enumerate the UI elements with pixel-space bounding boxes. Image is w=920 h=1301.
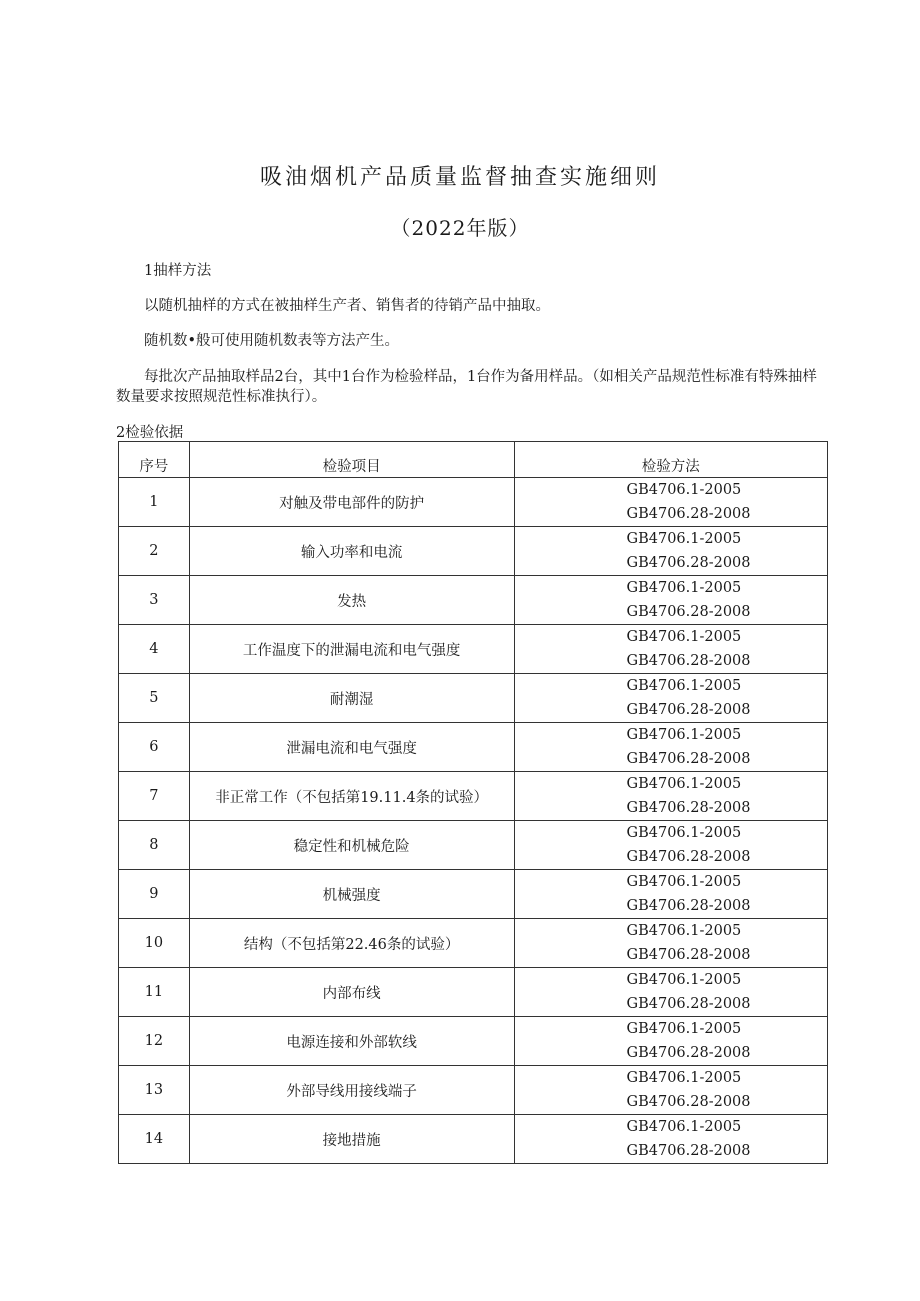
method-standard: GB4706.1-2005 bbox=[626, 580, 742, 596]
table-row bbox=[119, 478, 828, 527]
method-standard: GB4706.28-2008 bbox=[626, 555, 751, 571]
table-row bbox=[119, 527, 828, 576]
table-row bbox=[119, 674, 828, 723]
cell-serial-number: 8 bbox=[119, 821, 190, 870]
paragraph-random-number: 随机数•般可使用随机数表等方法产生。 bbox=[144, 333, 400, 349]
table-row bbox=[119, 576, 828, 625]
table-row bbox=[119, 1017, 828, 1066]
cell-inspection-method bbox=[514, 821, 828, 870]
method-standard: GB4706.1-2005 bbox=[626, 1070, 742, 1086]
method-standard: GB4706.28-2008 bbox=[626, 751, 751, 767]
table-row bbox=[119, 919, 828, 968]
method-standard: GB4706.1-2005 bbox=[626, 776, 742, 792]
cell-inspection-item: 泄漏电流和电气强度 bbox=[189, 723, 514, 772]
cell-serial-number: 13 bbox=[119, 1066, 190, 1115]
cell-inspection-method bbox=[514, 625, 828, 674]
method-standard: GB4706.1-2005 bbox=[626, 972, 742, 988]
method-standard: GB4706.1-2005 bbox=[626, 1119, 742, 1135]
cell-serial-number: 4 bbox=[119, 625, 190, 674]
method-standard: GB4706.1-2005 bbox=[626, 678, 742, 694]
method-standard: GB4706.1-2005 bbox=[626, 531, 742, 547]
cell-inspection-method bbox=[514, 527, 828, 576]
cell-inspection-method bbox=[514, 1066, 828, 1115]
cell-serial-number: 12 bbox=[119, 1017, 190, 1066]
table-row bbox=[119, 821, 828, 870]
cell-inspection-item: 发热 bbox=[189, 576, 514, 625]
method-standard: GB4706.1-2005 bbox=[626, 482, 742, 498]
cell-inspection-method bbox=[514, 1017, 828, 1066]
cell-inspection-item: 内部布线 bbox=[189, 968, 514, 1017]
header-inspection-method: 检验方法 bbox=[514, 442, 828, 478]
header-serial-number: 序号 bbox=[119, 442, 190, 478]
section-heading-inspection-basis: 2检验依据 bbox=[116, 425, 184, 441]
method-standard: GB4706.28-2008 bbox=[626, 506, 751, 522]
method-standard: GB4706.28-2008 bbox=[626, 653, 751, 669]
cell-serial-number: 6 bbox=[119, 723, 190, 772]
cell-inspection-method bbox=[514, 1115, 828, 1164]
cell-serial-number: 1 bbox=[119, 478, 190, 527]
header-inspection-item: 检验项目 bbox=[189, 442, 514, 478]
table-row bbox=[119, 723, 828, 772]
table-row bbox=[119, 1066, 828, 1115]
cell-inspection-item: 非正常工作（不包括第19.11.4条的试验） bbox=[189, 772, 514, 821]
method-standard: GB4706.28-2008 bbox=[626, 996, 751, 1012]
method-standard: GB4706.28-2008 bbox=[626, 702, 751, 718]
table-row bbox=[119, 968, 828, 1017]
section-heading-sampling: 1抽样方法 bbox=[144, 263, 212, 279]
method-standard: GB4706.1-2005 bbox=[626, 629, 742, 645]
cell-inspection-method bbox=[514, 772, 828, 821]
method-standard: GB4706.28-2008 bbox=[626, 898, 751, 914]
cell-inspection-item: 外部导线用接线端子 bbox=[189, 1066, 514, 1115]
table-row bbox=[119, 1115, 828, 1164]
method-standard: GB4706.1-2005 bbox=[626, 923, 742, 939]
cell-inspection-item: 对触及带电部件的防护 bbox=[189, 478, 514, 527]
cell-serial-number: 2 bbox=[119, 527, 190, 576]
document-title: 吸油烟机产品质量监督抽查实施细则 bbox=[259, 165, 660, 190]
paragraph-sampling-method: 以随机抽样的方式在被抽样生产者、销售者的待销产品中抽取。 bbox=[144, 298, 550, 314]
cell-serial-number: 9 bbox=[119, 870, 190, 919]
cell-inspection-method bbox=[514, 576, 828, 625]
cell-inspection-item: 输入功率和电流 bbox=[189, 527, 514, 576]
table-row bbox=[119, 625, 828, 674]
cell-inspection-method bbox=[514, 478, 828, 527]
cell-serial-number: 7 bbox=[119, 772, 190, 821]
cell-inspection-item: 接地措施 bbox=[189, 1115, 514, 1164]
method-standard: GB4706.28-2008 bbox=[626, 849, 751, 865]
method-standard: GB4706.28-2008 bbox=[626, 1094, 751, 1110]
cell-serial-number: 5 bbox=[119, 674, 190, 723]
table-body bbox=[119, 478, 828, 1164]
method-standard: GB4706.28-2008 bbox=[626, 947, 751, 963]
cell-inspection-item: 结构（不包括第22.46条的试验） bbox=[189, 919, 514, 968]
method-standard: GB4706.28-2008 bbox=[626, 1143, 751, 1159]
cell-inspection-item: 工作温度下的泄漏电流和电气强度 bbox=[189, 625, 514, 674]
table-row bbox=[119, 772, 828, 821]
method-standard: GB4706.1-2005 bbox=[626, 874, 742, 890]
cell-inspection-item: 电源连接和外部软线 bbox=[189, 1017, 514, 1066]
cell-inspection-method bbox=[514, 870, 828, 919]
method-standard: GB4706.28-2008 bbox=[626, 800, 751, 816]
table-header-row bbox=[119, 442, 828, 478]
method-standard: GB4706.1-2005 bbox=[626, 1021, 742, 1037]
table-row bbox=[119, 870, 828, 919]
method-standard: GB4706.1-2005 bbox=[626, 727, 742, 743]
cell-inspection-item: 稳定性和机械危险 bbox=[189, 821, 514, 870]
cell-serial-number: 11 bbox=[119, 968, 190, 1017]
method-standard: GB4706.28-2008 bbox=[626, 604, 751, 620]
document-subtitle: （2022年版） bbox=[390, 216, 530, 240]
cell-inspection-item: 耐潮湿 bbox=[189, 674, 514, 723]
cell-inspection-method bbox=[514, 674, 828, 723]
cell-serial-number: 14 bbox=[119, 1115, 190, 1164]
cell-inspection-method bbox=[514, 723, 828, 772]
inspection-table bbox=[118, 441, 828, 1164]
cell-inspection-method bbox=[514, 919, 828, 968]
cell-serial-number: 10 bbox=[119, 919, 190, 968]
cell-inspection-item: 机械强度 bbox=[189, 870, 514, 919]
method-standard: GB4706.28-2008 bbox=[626, 1045, 751, 1061]
method-standard: GB4706.1-2005 bbox=[626, 825, 742, 841]
cell-inspection-method bbox=[514, 968, 828, 1017]
paragraph-sample-quantity: 每批次产品抽取样品2台，其中1台作为检验样品，1台作为备用样品。（如相关产品规范性标准有特殊抽样数量要求按照规范性标准执行）。 bbox=[116, 369, 817, 405]
cell-serial-number: 3 bbox=[119, 576, 190, 625]
